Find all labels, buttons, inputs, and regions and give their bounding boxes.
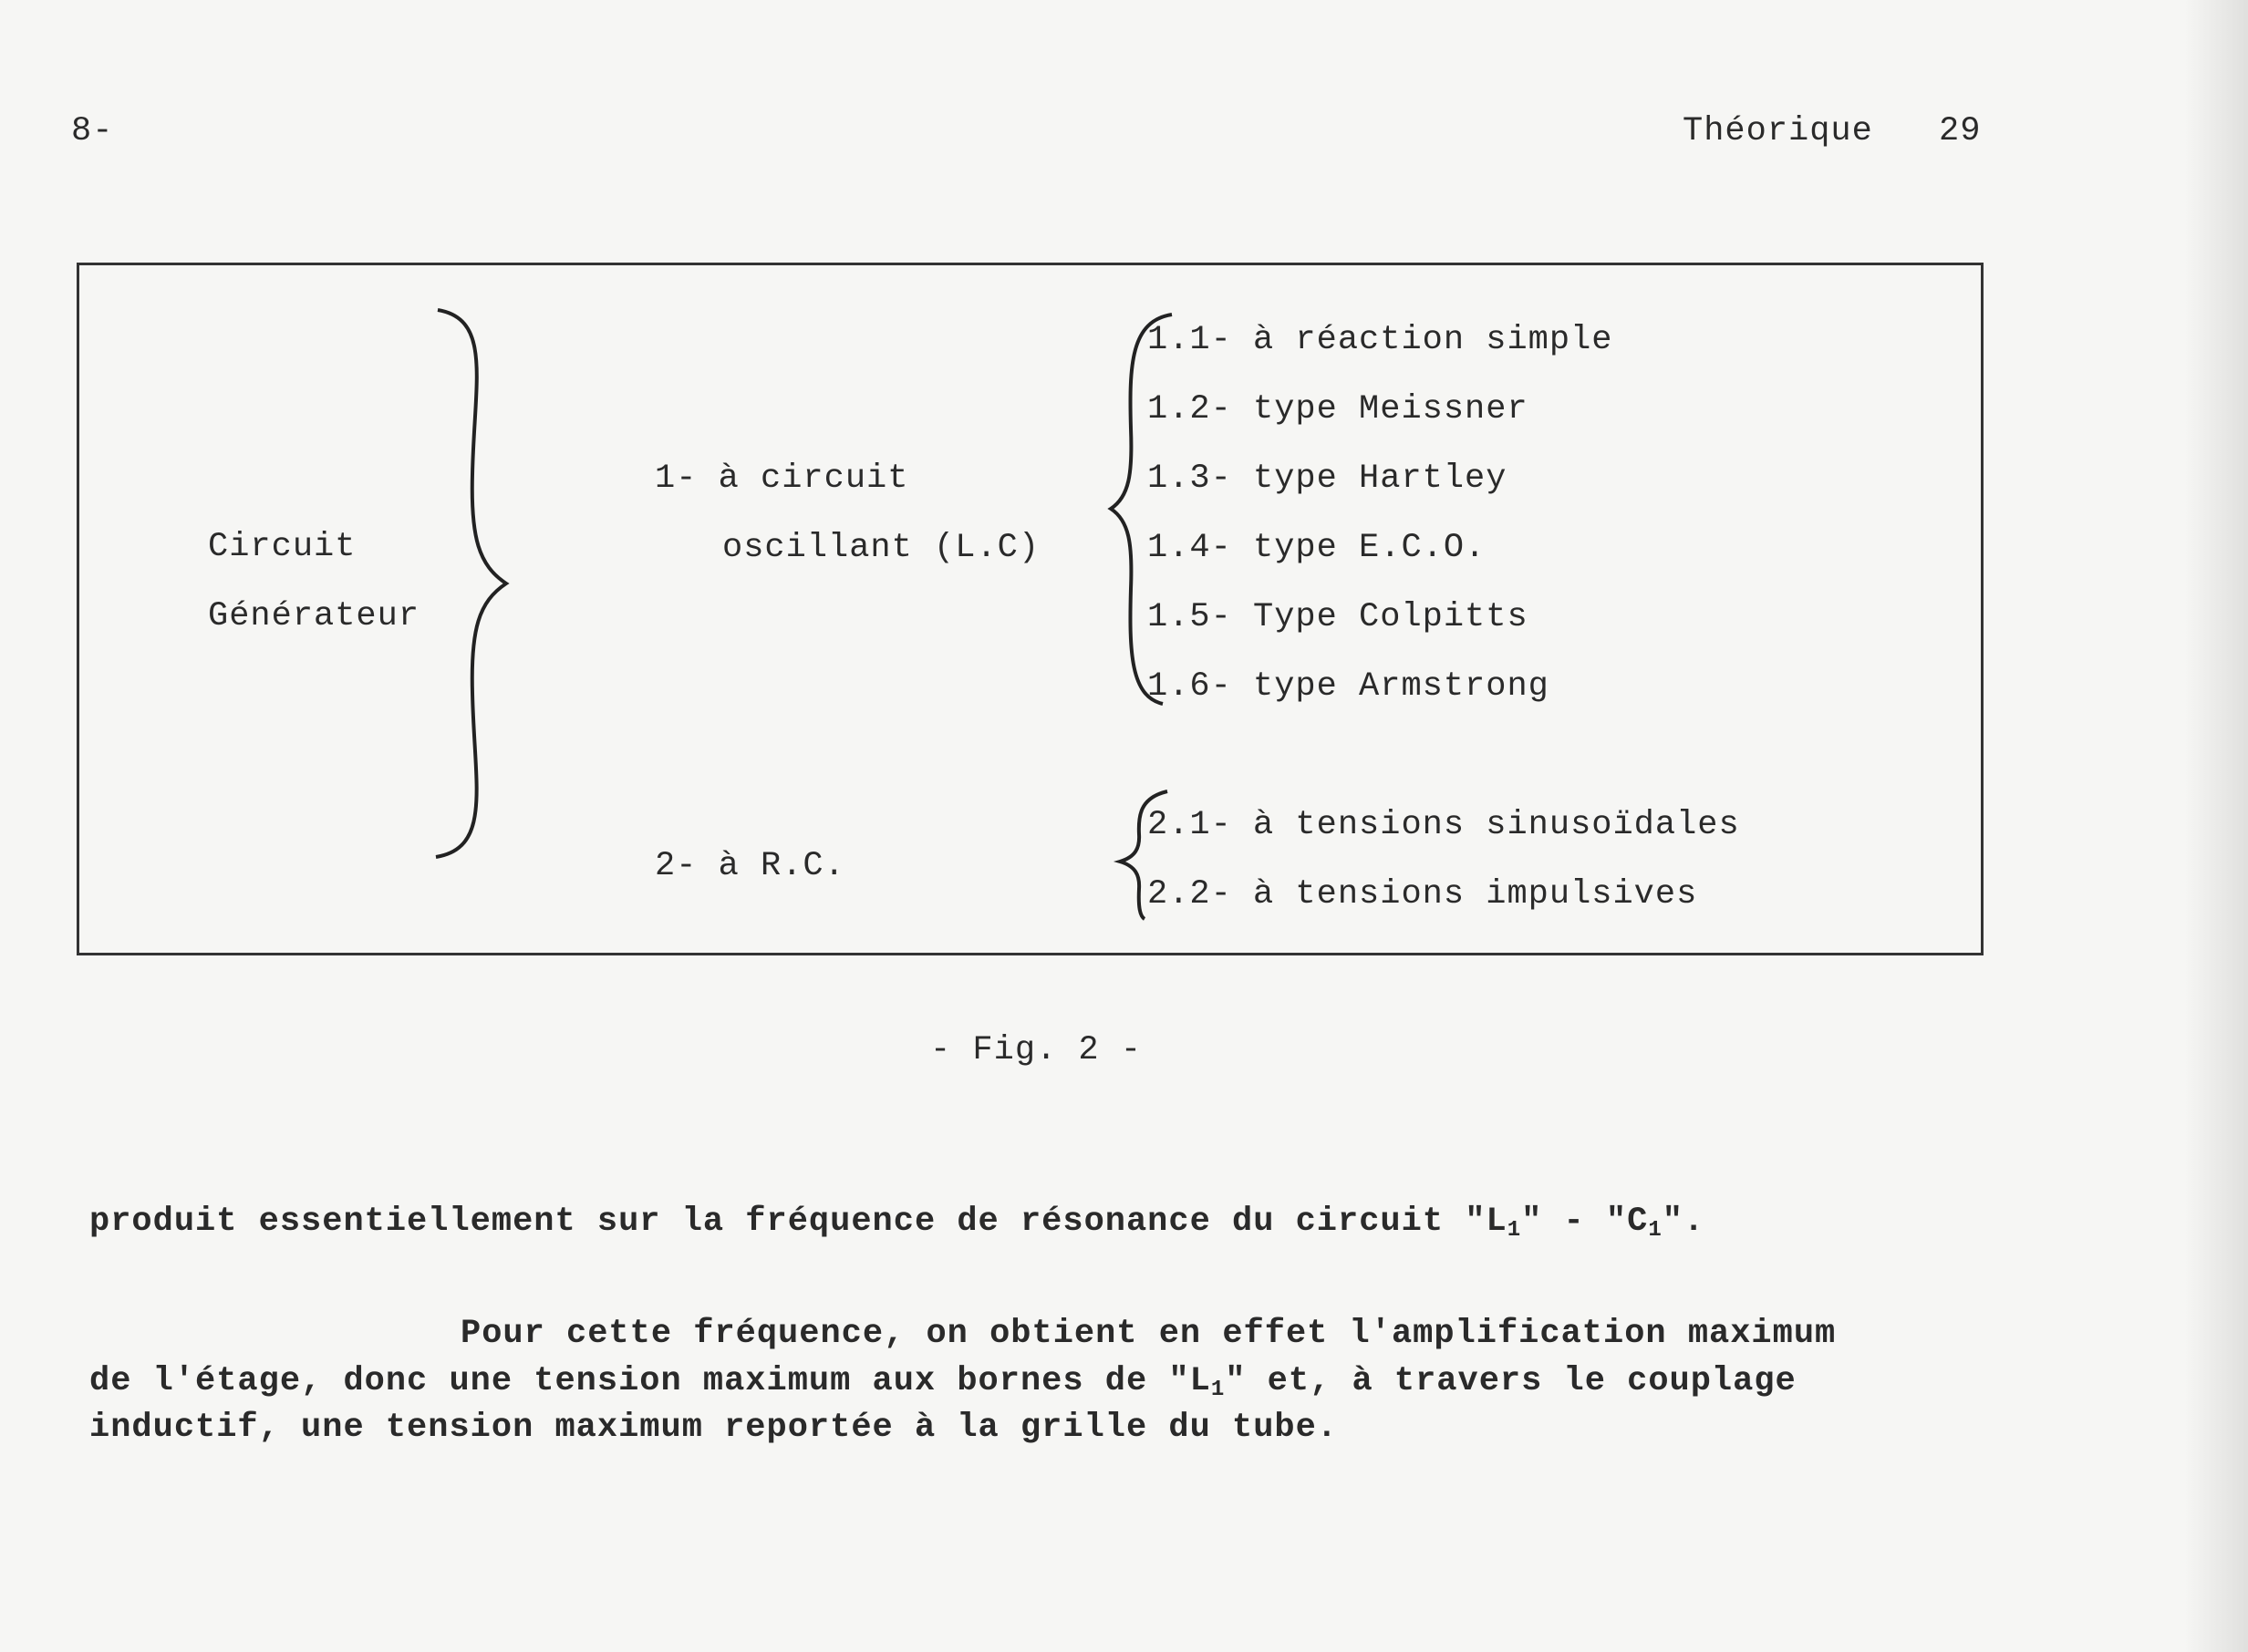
branch1-item: 1.2- type Meissner <box>1147 390 1528 428</box>
body-para2-line3: inductif, une tension maximum reportée à la grille du tube. <box>89 1409 1339 1447</box>
body-para2-line1: Pour cette fréquence, on obtient en effet l'amplification maximum <box>461 1315 1837 1353</box>
branch1-brace <box>1111 315 1172 704</box>
branch1-item: 1.1- à réaction simple <box>1147 321 1613 359</box>
branch1-item: 1.4- type E.C.O. <box>1147 529 1487 567</box>
branch1-item: 1.5- Type Colpitts <box>1147 598 1528 636</box>
main-brace <box>436 310 506 857</box>
page-number: 29 <box>1939 112 1982 150</box>
branch2-item: 2.2- à tensions impulsives <box>1147 875 1698 914</box>
branch2-item: 2.1- à tensions sinusoïdales <box>1147 806 1740 844</box>
branch1-label-line2: oscillant (L.C) <box>722 529 1041 567</box>
page-prefix: 8- <box>71 112 114 150</box>
branch2-label: 2- à R.C. <box>655 847 845 885</box>
branch1-item: 1.3- type Hartley <box>1147 459 1507 498</box>
figure-caption: - Fig. 2 - <box>930 1031 1143 1069</box>
body-para2-line2: de l'étage, donc une tension maximum aux bornes de "$L_1$" et, à travers le couplage <box>89 1362 1797 1402</box>
root-label-line1: Circuit <box>208 528 357 566</box>
branch1-item: 1.6- type Armstrong <box>1147 667 1549 706</box>
section-title: Théorique <box>1683 112 1873 150</box>
branch1-label-line1: 1- à circuit <box>655 459 909 498</box>
root-label-line2: Générateur <box>208 597 420 635</box>
body-line-1: produit essentiellement sur la fréquence de résonance du circuit "$L_1$" - "$C_1$". <box>89 1203 1705 1243</box>
